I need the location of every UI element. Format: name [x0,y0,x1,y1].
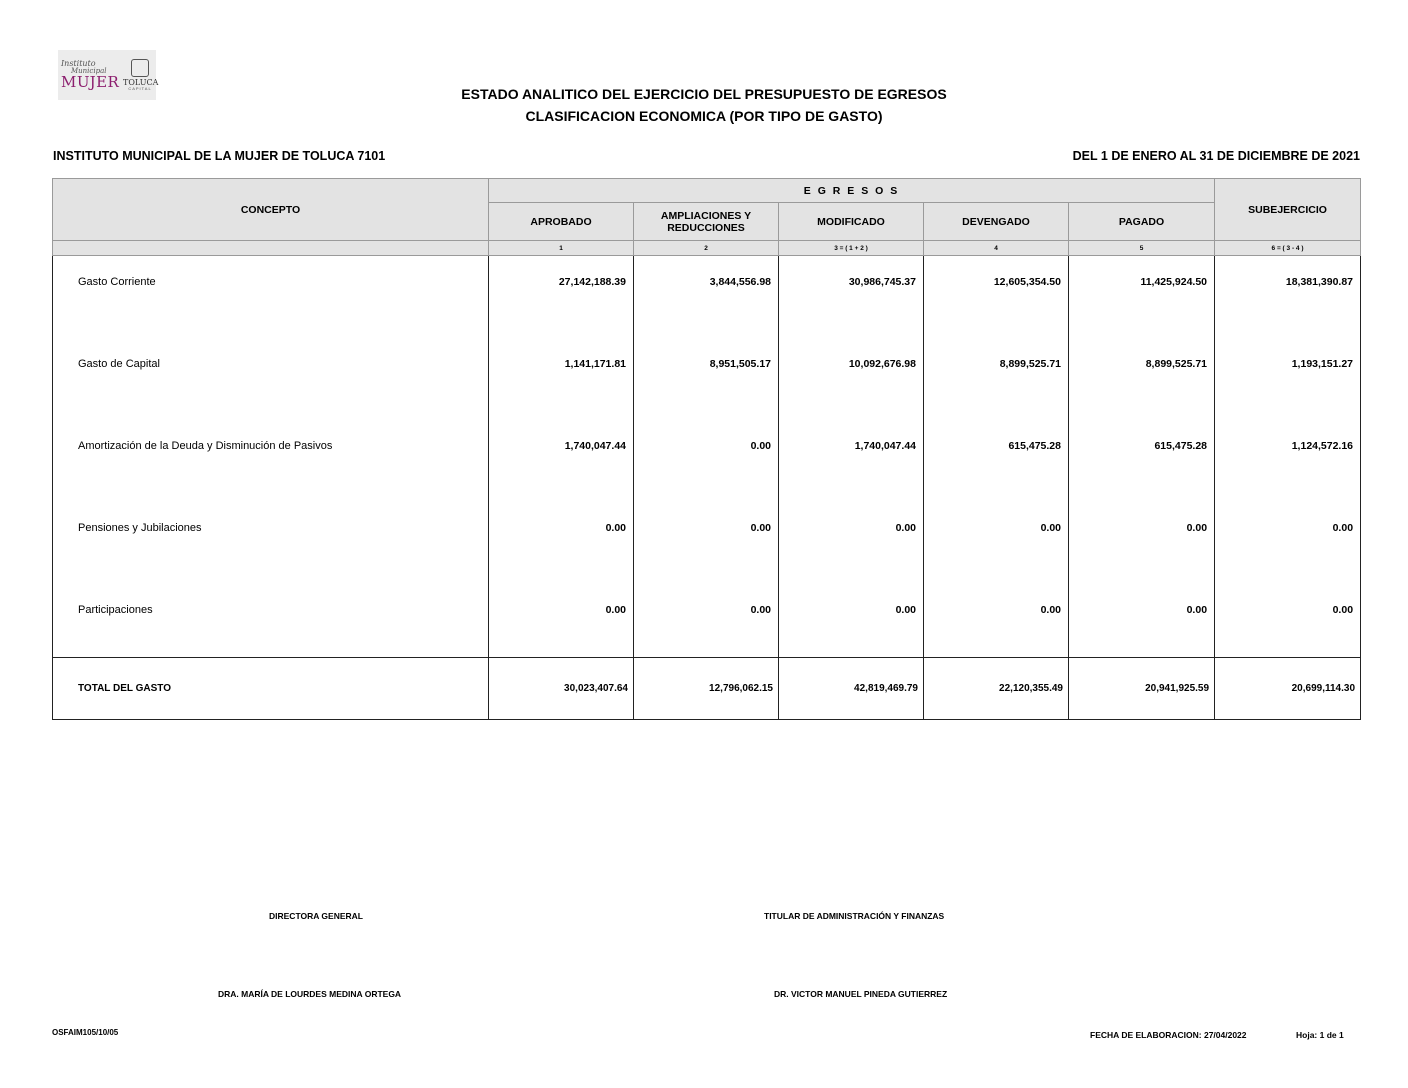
row-label: Pensiones y Jubilaciones [53,503,489,585]
value-devengado: 12,605,354.50 [924,256,1069,340]
value-pagado: 615,475.28 [1069,421,1215,503]
total-subejercicio: 20,699,114.30 [1215,658,1361,720]
value-modificado: 0.00 [779,503,924,585]
budget-table [52,178,1361,720]
value-devengado: 0.00 [924,585,1069,658]
value-modificado: 0.00 [779,585,924,658]
total-pagado: 20,941,925.59 [1069,658,1215,720]
report-period: DEL 1 DE ENERO AL 31 DE DICIEMBRE DE 2021 [1072,149,1360,163]
table-row [53,421,1361,503]
subejercicio-header: SUBEJERCICIO [1215,179,1361,241]
value-aprobado: 0.00 [489,585,634,658]
value-pagado: 0.00 [1069,503,1215,585]
value-subejercicio: 0.00 [1215,585,1361,658]
total-ampliaciones: 12,796,062.15 [634,658,779,720]
value-aprobado: 27,142,188.39 [489,256,634,340]
logo-text-line3: MUJER [61,73,120,91]
report-title: ESTADO ANALITICO DEL EJERCICIO DEL PRESUPUESTO DE EGRESOS [461,86,947,102]
value-pagado: 0.00 [1069,585,1215,658]
value-ampliaciones: 3,844,556.98 [634,256,779,340]
value-subejercicio: 1,124,572.16 [1215,421,1361,503]
table-row [53,339,1361,421]
total-aprobado: 30,023,407.64 [489,658,634,720]
form-code: OSFAIM105/10/05 [52,1028,119,1037]
total-devengado: 22,120,355.49 [924,658,1069,720]
value-ampliaciones: 8,951,505.17 [634,339,779,421]
value-ampliaciones: 0.00 [634,503,779,585]
value-devengado: 0.00 [924,503,1069,585]
toluca-crest-icon [131,59,149,77]
row-label: Amortización de la Deuda y Disminución de Pasivos [53,421,489,503]
total-label: TOTAL DEL GASTO [53,658,489,720]
row-label: Gasto de Capital [53,339,489,421]
formula-cell: 6 = ( 3 - 4 ) [1215,241,1361,256]
logo-text-line2: Municipal [71,67,107,75]
signature-name-left: DRA. MARÍA DE LOURDES MEDINA ORTEGA [218,989,402,999]
formula-cell: 3 = ( 1 + 2 ) [779,241,924,256]
table-row [53,585,1361,658]
column-header-pagado: PAGADO [1069,203,1215,241]
value-ampliaciones: 0.00 [634,421,779,503]
formula-cell-empty [53,241,489,256]
value-pagado: 11,425,924.50 [1069,256,1215,340]
report-subtitle: CLASIFICACION ECONOMICA (POR TIPO DE GASTO) [525,108,883,124]
page-indicator: Hoja: 1 de 1 [1296,1030,1344,1040]
column-header-aprobado: APROBADO [489,203,634,241]
row-label: Participaciones [53,585,489,658]
value-modificado: 10,092,676.98 [779,339,924,421]
elaboration-date: FECHA DE ELABORACION: 27/04/2022 [1090,1030,1247,1040]
egresos-header: E G R E S O S [489,179,1215,203]
logo-city-caption: CAPITAL [128,86,152,91]
value-devengado: 615,475.28 [924,421,1069,503]
concepto-header: CONCEPTO [53,179,489,241]
value-modificado: 30,986,745.37 [779,256,924,340]
logo-city: TOLUCA [123,78,159,87]
entity-name: INSTITUTO MUNICIPAL DE LA MUJER DE TOLUCA 7101 [53,149,386,163]
total-modificado: 42,819,469.79 [779,658,924,720]
signature-name-right: DR. VICTOR MANUEL PINEDA GUTIERREZ [774,989,948,999]
logo-text-line1: Instituto [61,59,96,68]
column-header-devengado: DEVENGADO [924,203,1069,241]
signature-title-left: DIRECTORA GENERAL [269,911,363,921]
value-aprobado: 1,740,047.44 [489,421,634,503]
value-subejercicio: 0.00 [1215,503,1361,585]
formula-cell: 1 [489,241,634,256]
value-aprobado: 1,141,171.81 [489,339,634,421]
value-pagado: 8,899,525.71 [1069,339,1215,421]
row-label: Gasto Corriente [53,256,489,340]
value-subejercicio: 18,381,390.87 [1215,256,1361,340]
signature-title-right: TITULAR DE ADMINISTRACIÓN Y FINANZAS [764,911,945,921]
table-row [53,503,1361,585]
formula-cell: 4 [924,241,1069,256]
total-row [53,658,1361,720]
value-ampliaciones: 0.00 [634,585,779,658]
column-header-ampliaciones: AMPLIACIONES Y REDUCCIONES [634,203,779,241]
table-row [53,256,1361,340]
value-subejercicio: 1,193,151.27 [1215,339,1361,421]
value-devengado: 8,899,525.71 [924,339,1069,421]
value-modificado: 1,740,047.44 [779,421,924,503]
formula-cell: 2 [634,241,779,256]
formula-cell: 5 [1069,241,1215,256]
value-aprobado: 0.00 [489,503,634,585]
column-header-modificado: MODIFICADO [779,203,924,241]
